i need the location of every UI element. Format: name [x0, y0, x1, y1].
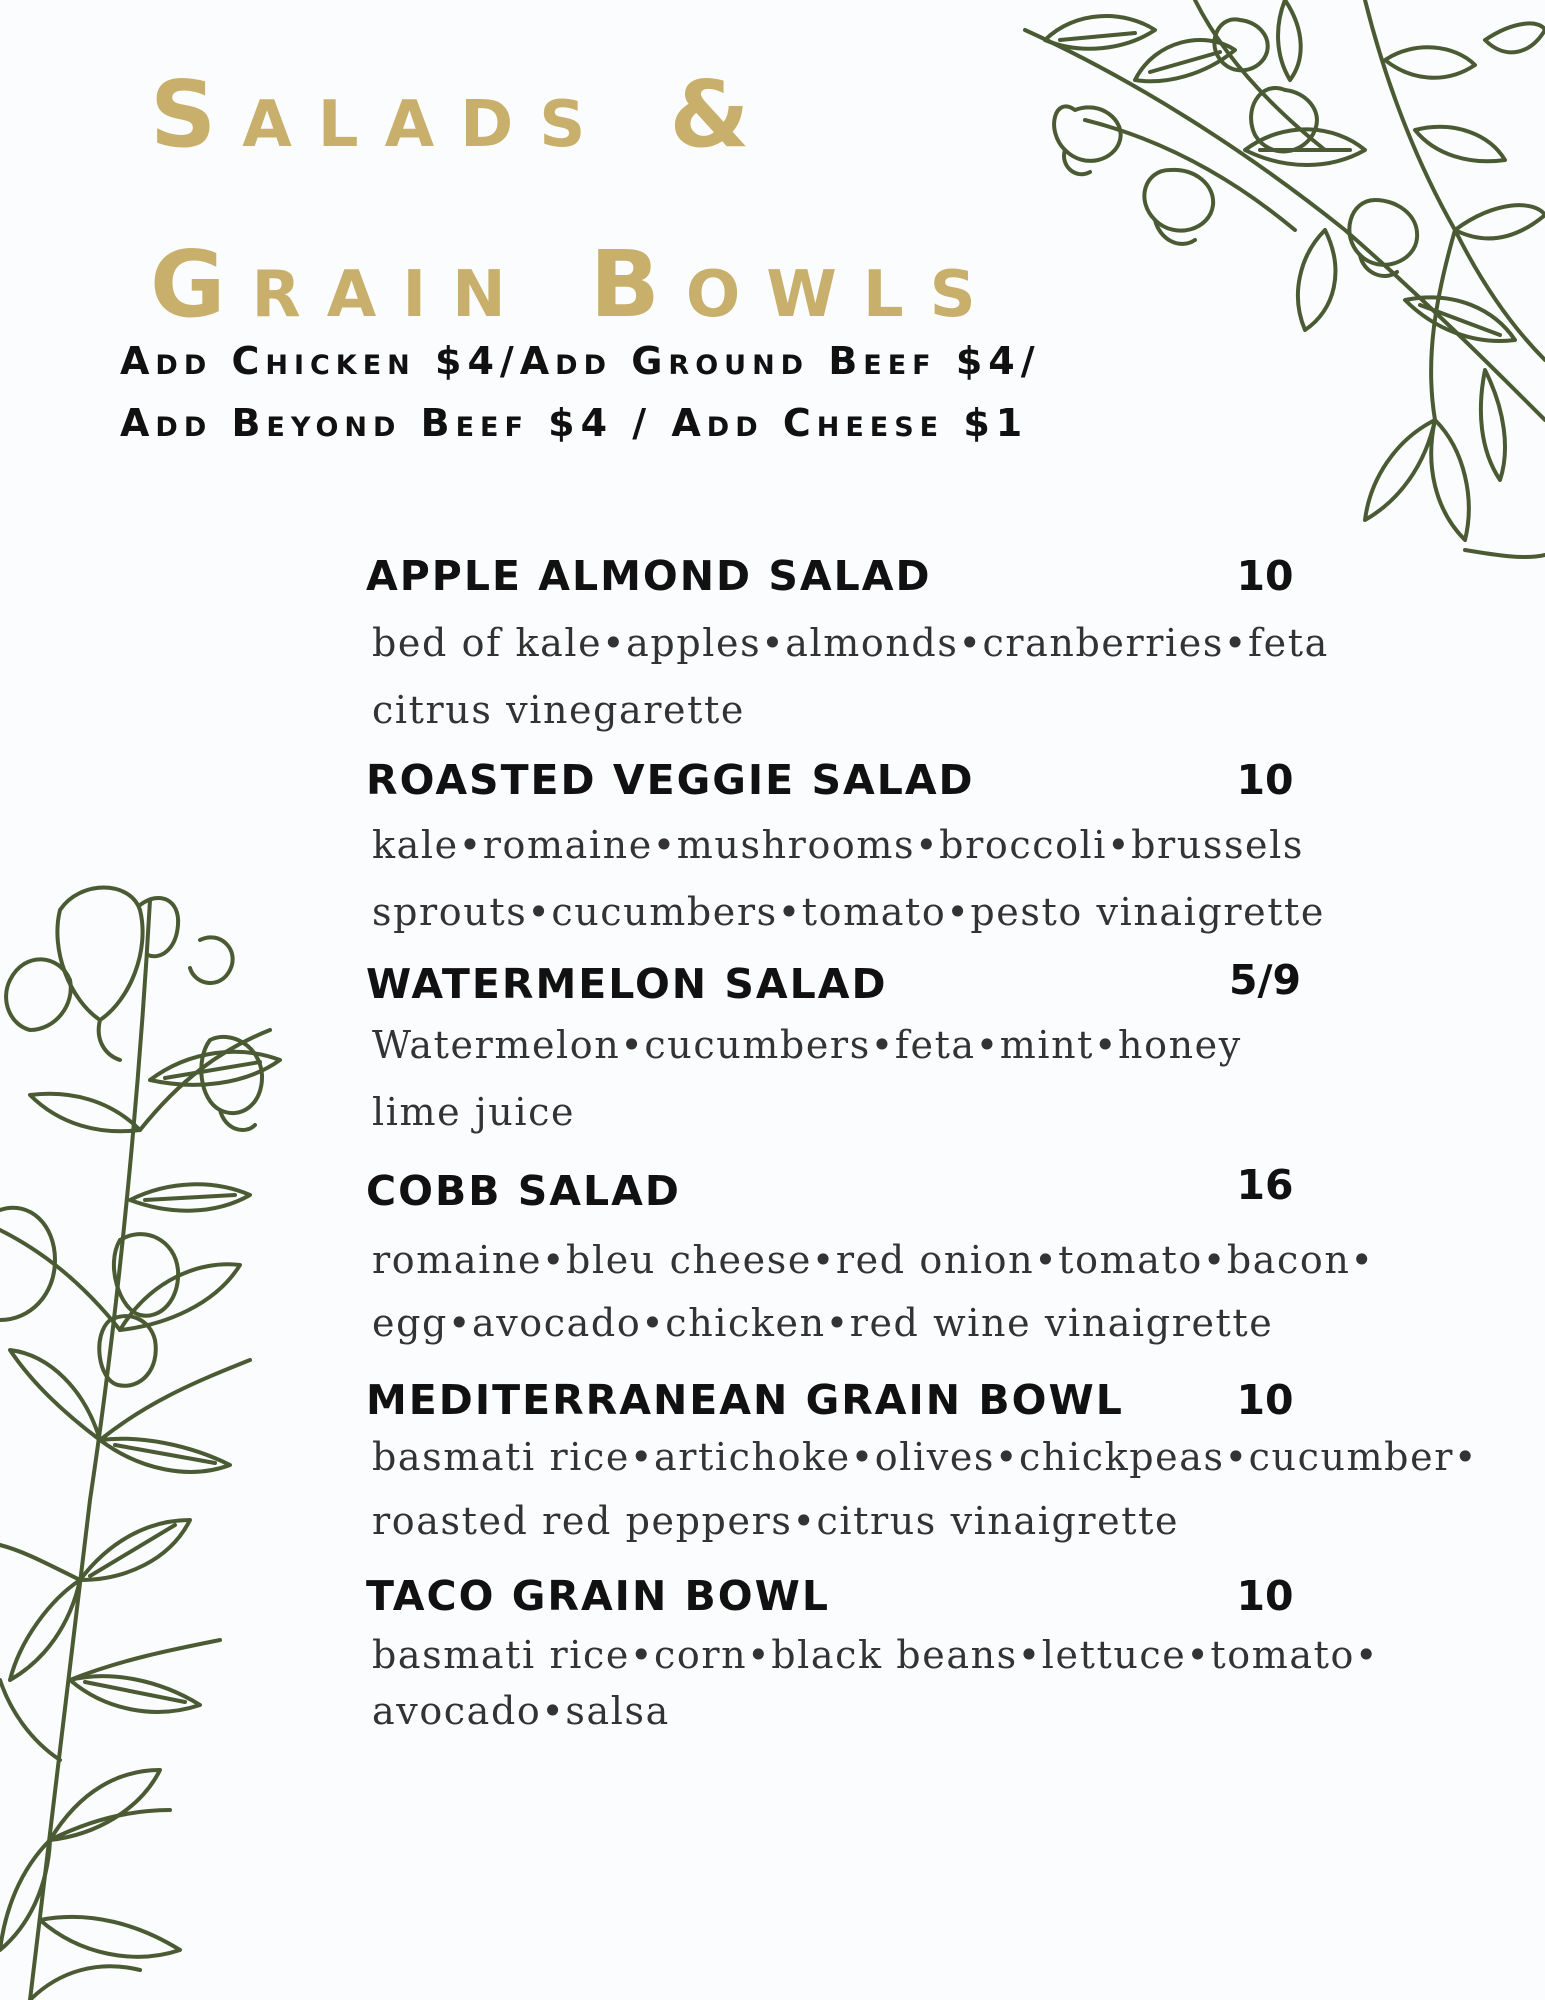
menu-item-description — [372, 812, 1325, 946]
menu-item-description-line-1: Watermelon•cucumbers•feta•mint•honey — [372, 1023, 1242, 1067]
menu-item-description-line-1: bed of kale•apples•almonds•cranberries•feta — [372, 621, 1329, 665]
menu-item-name: TACO GRAIN BOWL — [366, 1572, 830, 1620]
menu-item-description-line-2: citrus vinegarette — [372, 688, 745, 732]
menu-item-description-line-2: egg•avocado•chicken•red wine vinaigrette — [372, 1301, 1274, 1345]
menu-item-description-line-1: romaine•bleu cheese•red onion•tomato•bacon• — [372, 1238, 1375, 1282]
page-title-line-2: Grain Bowls — [150, 231, 1002, 338]
menu-item-description-line-2: roasted red peppers•citrus vinaigrette — [372, 1499, 1180, 1543]
menu-item-price: 5/9 — [1228, 956, 1302, 1004]
menu-item-description — [372, 1229, 1374, 1355]
add-ons-line-2: Add Beyond Beef $4 / Add Cheese $1 — [120, 401, 1029, 445]
add-ons-line-1: Add Chicken $4/Add Ground Beef $4/ — [120, 339, 1041, 383]
menu-item-description-line-1: basmati rice•artichoke•olives•chickpeas•cucumber• — [372, 1435, 1478, 1479]
menu-item-price: 10 — [1236, 552, 1294, 600]
menu-item-description-line-2: avocado•salsa — [372, 1689, 670, 1733]
menu-item-name: ROASTED VEGGIE SALAD — [366, 756, 975, 804]
menu-item-description-line-2: sprouts•cucumbers•tomato•pesto vinaigrette — [372, 890, 1326, 934]
menu-item-price: 16 — [1236, 1161, 1294, 1209]
menu-item-price: 10 — [1236, 756, 1294, 804]
menu-item-description-line-1: kale•romaine•mushrooms•broccoli•brussels — [372, 823, 1304, 867]
page-title-line-1: Salads & — [150, 61, 776, 168]
menu-item-name: APPLE ALMOND SALAD — [366, 552, 932, 600]
menu-item-name: MEDITERRANEAN GRAIN BOWL — [366, 1376, 1124, 1424]
menu-item-description — [372, 610, 1329, 744]
menu-item-name: WATERMELON SALAD — [366, 960, 888, 1008]
menu-item-description — [372, 1627, 1379, 1739]
menu-item-price: 10 — [1236, 1572, 1294, 1620]
menu-item-description-line-2: lime juice — [372, 1090, 576, 1134]
menu-item-description — [372, 1012, 1242, 1146]
menu-item-name: COBB SALAD — [366, 1167, 681, 1215]
menu-item-price: 10 — [1236, 1376, 1294, 1424]
menu-item-description — [372, 1425, 1478, 1553]
menu-item-description-line-1: basmati rice•corn•black beans•lettuce•tomato• — [372, 1633, 1380, 1677]
